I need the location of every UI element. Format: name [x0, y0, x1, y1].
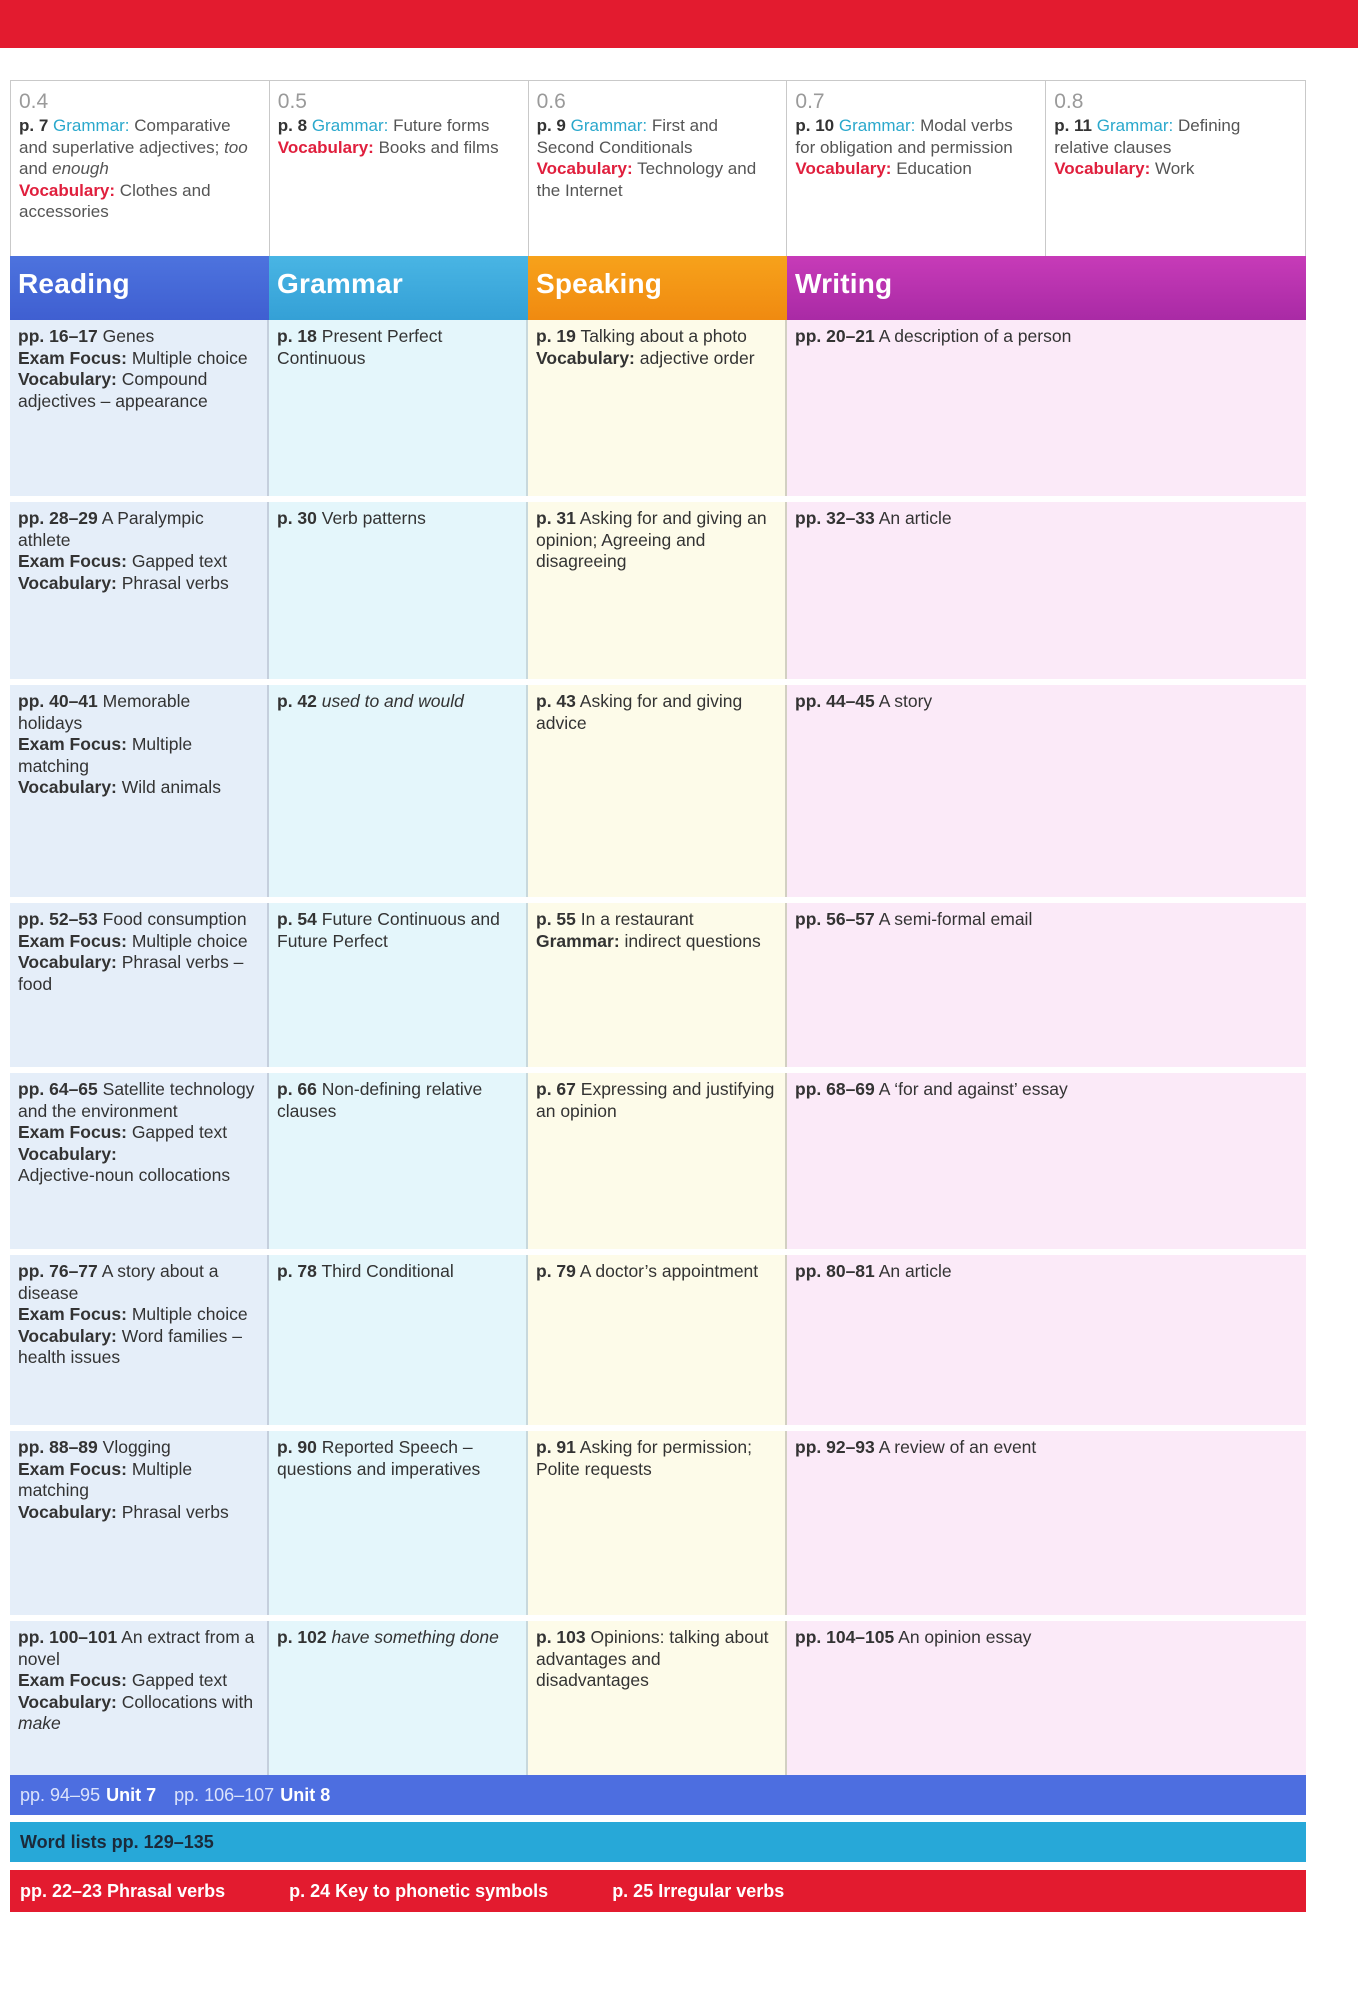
writing-cell	[787, 502, 1306, 679]
vocabulary-topic: Phrasal verbs	[121, 572, 229, 593]
extras-item: p. 24 Key to phonetic symbols	[289, 1880, 549, 1901]
speaking-title: A doctor’s appointment	[579, 1261, 759, 1281]
grammar-cell	[269, 1621, 528, 1777]
grammar-title-italic: have something done	[331, 1627, 499, 1647]
speaking-cell	[528, 502, 787, 679]
reading-cell	[10, 1255, 269, 1425]
vocabulary-topic: adjective order	[639, 347, 755, 368]
grammar-title-italic: used to	[321, 691, 380, 711]
page-ref: p. 90	[277, 1437, 317, 1457]
grammar-title-italic: would	[418, 691, 464, 711]
page-ref: p. 31	[536, 508, 576, 528]
speaking-title: Asking for and giving an opinion; Agreeing and disagreeing	[536, 508, 767, 571]
reading-title: An extract from a novel	[18, 1627, 255, 1669]
vocabulary-topic: Books and films	[378, 137, 499, 157]
grammar-topic: indirect questions	[624, 930, 761, 951]
grammar-topic-connector: and	[19, 159, 48, 178]
page-ref: pp. 104–105	[795, 1627, 895, 1647]
speaking-title: Opinions: talking about advantages and disadvantages	[536, 1627, 769, 1690]
grammar-title-connector: and	[384, 691, 414, 711]
reading-cell	[10, 1073, 269, 1249]
vocabulary-label: Vocabulary:	[795, 159, 892, 178]
vocabulary-label: Vocabulary:	[18, 369, 117, 389]
speaking-cell	[528, 1255, 787, 1425]
page-ref: pp. 68–69	[795, 1079, 875, 1099]
grammar-topic: Defining relative clauses	[1054, 116, 1241, 157]
speaking-title: Asking for permission; Polite requests	[536, 1437, 752, 1479]
grammar-cell	[269, 903, 528, 1067]
reading-cell	[10, 502, 269, 679]
reading-cell	[10, 1621, 269, 1777]
exam-focus-label: Exam Focus:	[18, 1122, 127, 1142]
writing-title: A description of a person	[878, 326, 1072, 346]
page-ref: pp. 80–81	[795, 1261, 875, 1281]
page-ref: p. 10	[795, 116, 835, 135]
vocabulary-topic: Collocations with	[121, 1691, 254, 1712]
extras-item: p. 25 Irregular verbs	[612, 1880, 785, 1901]
grammar-cell	[269, 1255, 528, 1425]
grammar-label: Grammar:	[570, 116, 648, 135]
exam-focus-label: Exam Focus:	[18, 1304, 127, 1324]
vocabulary-label: Vocabulary:	[1054, 159, 1151, 178]
page-ref: p. 18	[277, 326, 317, 346]
writing-title: A ‘for and against’ essay	[878, 1079, 1068, 1099]
page-ref: p. 66	[277, 1079, 317, 1099]
page-ref: pp. 28–29	[18, 508, 98, 528]
grammar-topic: Future forms	[393, 116, 490, 135]
vocabulary-label: Vocabulary:	[19, 180, 116, 200]
page-ref: p. 67	[536, 1079, 576, 1099]
page-ref: p. 79	[536, 1261, 576, 1281]
writing-title: A story	[878, 691, 933, 711]
word-lists-bar	[10, 1822, 1306, 1862]
unit-row-5	[10, 1067, 1306, 1249]
grammar-title: Non-defining relative clauses	[277, 1079, 483, 1121]
grammar-cell	[269, 1073, 528, 1249]
page-ref: pp. 56–57	[795, 909, 875, 929]
speaking-cell	[528, 1073, 787, 1249]
unit-row-2	[10, 496, 1306, 679]
header-writing: Writing	[787, 256, 1306, 320]
vocabulary-label: Vocabulary:	[18, 1691, 117, 1712]
speaking-cell	[528, 1431, 787, 1615]
exam-focus: Multiple choice	[131, 930, 248, 951]
unit-row-8	[10, 1615, 1306, 1777]
grammar-topic: First and Second Conditionals	[536, 116, 718, 157]
reading-title: A story about a disease	[18, 1261, 219, 1303]
writing-title: An opinion essay	[898, 1627, 1032, 1647]
speaking-title: In a restaurant	[580, 909, 694, 929]
exam-focus: Gapped text	[131, 1670, 228, 1690]
writing-cell	[787, 1255, 1306, 1425]
grammar-cell	[269, 685, 528, 897]
exam-focus-label: Exam Focus:	[18, 347, 127, 368]
exam-focus: Multiple matching	[18, 734, 193, 776]
extras-bar	[10, 1870, 1306, 1912]
contents-table	[10, 80, 1306, 1777]
intro-unit-0-7	[787, 81, 1046, 256]
vocabulary-topic: Word families – health issues	[18, 1325, 243, 1367]
grammar-cell	[269, 502, 528, 679]
reading-cell	[10, 1431, 269, 1615]
exam-focus-label: Exam Focus:	[18, 1458, 127, 1479]
intro-unit-0-5	[270, 81, 529, 256]
top-color-bar	[0, 0, 1358, 48]
reading-title: Satellite technology and the environment	[18, 1079, 255, 1121]
unit-row-6	[10, 1249, 1306, 1425]
unit-number: 0.5	[277, 90, 307, 113]
grammar-title: Verb patterns	[321, 508, 426, 528]
writing-cell	[787, 1431, 1306, 1615]
writing-title: An article	[878, 1261, 952, 1281]
revision-pages: pp. 94–95	[20, 1784, 101, 1805]
column-headers	[10, 256, 1306, 320]
page-ref: p. 8	[277, 116, 308, 135]
grammar-title: Reported Speech – questions and imperatives	[277, 1437, 481, 1479]
page-ref: pp. 16–17	[18, 326, 98, 346]
grammar-label: Grammar:	[838, 116, 916, 135]
reading-title: A Paralympic athlete	[18, 508, 204, 550]
vocabulary-label: Vocabulary:	[536, 347, 635, 368]
vocabulary-topic: Adjective-noun collocations	[18, 1165, 231, 1185]
speaking-cell	[528, 903, 787, 1067]
grammar-topic: Modal verbs for obligation and permission	[795, 116, 1013, 157]
grammar-cell	[269, 1431, 528, 1615]
speaking-title: Expressing and justifying an opinion	[536, 1079, 775, 1121]
page-ref: pp. 20–21	[795, 326, 875, 346]
vocabulary-topic: Education	[896, 159, 972, 178]
grammar-topic-italic: too	[224, 137, 248, 157]
intro-unit-0-8	[1046, 81, 1305, 256]
word-lists-label: Word lists pp. 129–135	[20, 1831, 214, 1852]
unit-row-4	[10, 897, 1306, 1067]
vocabulary-topic: Compound adjectives – appearance	[18, 369, 208, 411]
vocabulary-topic: Technology and the Internet	[536, 159, 757, 200]
page-ref: p. 54	[277, 909, 317, 929]
vocabulary-label: Vocabulary:	[18, 1501, 117, 1522]
reading-cell	[10, 320, 269, 496]
vocabulary-topic: Wild animals	[121, 777, 221, 797]
unit-row-1	[10, 320, 1306, 496]
writing-cell	[787, 320, 1306, 496]
header-speaking: Speaking	[528, 256, 787, 320]
reading-cell	[10, 903, 269, 1067]
grammar-topic: Comparative and superlative adjectives;	[19, 116, 231, 157]
page-ref: pp. 40–41	[18, 691, 98, 711]
reading-title: Genes	[102, 326, 155, 346]
speaking-cell	[528, 685, 787, 897]
vocabulary-topic-italic: make	[18, 1713, 61, 1733]
writing-cell	[787, 903, 1306, 1067]
vocabulary-label: Vocabulary:	[536, 159, 633, 178]
page-ref: pp. 64–65	[18, 1079, 98, 1099]
speaking-cell	[528, 320, 787, 496]
exam-focus-label: Exam Focus:	[18, 551, 127, 571]
exam-focus: Multiple matching	[18, 1458, 193, 1500]
page-ref: p. 9	[536, 116, 566, 135]
page-ref: p. 7	[19, 116, 49, 135]
exam-focus-label: Exam Focus:	[18, 1670, 127, 1690]
grammar-topic-italic: enough	[52, 159, 109, 178]
vocabulary-label: Vocabulary:	[18, 952, 117, 972]
reading-title: Vlogging	[102, 1437, 171, 1457]
vocabulary-label: Vocabulary:	[18, 1143, 117, 1164]
revision-bar	[10, 1775, 1306, 1815]
page-ref: p. 42	[277, 691, 317, 711]
revision-unit: Unit 7	[106, 1784, 157, 1805]
intro-units-row	[10, 80, 1306, 256]
page-ref: pp. 76–77	[18, 1261, 98, 1281]
vocabulary-topic: Phrasal verbs	[121, 1501, 229, 1522]
revision-pages: pp. 106–107	[174, 1784, 275, 1805]
vocabulary-topic: Clothes and accessories	[19, 180, 211, 221]
exam-focus: Multiple choice	[131, 347, 248, 368]
exam-focus: Multiple choice	[131, 1304, 248, 1324]
exam-focus-label: Exam Focus:	[18, 734, 127, 754]
grammar-label: Grammar:	[536, 930, 620, 951]
revision-unit: Unit 8	[280, 1784, 331, 1805]
grammar-label: Grammar:	[53, 116, 130, 135]
page-ref: p. 43	[536, 691, 576, 711]
reading-cell	[10, 685, 269, 897]
unit-row-7	[10, 1425, 1306, 1615]
writing-title: A review of an event	[878, 1437, 1037, 1457]
exam-focus-label: Exam Focus:	[18, 930, 127, 951]
page-ref: pp. 44–45	[795, 691, 875, 711]
extras-item: pp. 22–23 Phrasal verbs	[20, 1880, 226, 1901]
page-ref: pp. 100–101	[18, 1627, 118, 1647]
vocabulary-label: Vocabulary:	[18, 1325, 117, 1346]
speaking-cell	[528, 1621, 787, 1777]
unit-number: 0.6	[536, 90, 566, 113]
unit-number: 0.4	[19, 90, 49, 113]
page-ref: p. 102	[277, 1627, 327, 1647]
page-ref: p. 30	[277, 508, 317, 528]
reading-title: Food consumption	[102, 909, 247, 929]
exam-focus: Gapped text	[131, 1122, 228, 1142]
page-ref: pp. 88–89	[18, 1437, 98, 1457]
writing-cell	[787, 1621, 1306, 1777]
vocabulary-label: Vocabulary:	[277, 137, 374, 157]
writing-cell	[787, 685, 1306, 897]
grammar-title: Future Continuous and Future Perfect	[277, 909, 500, 951]
writing-title: A semi-formal email	[878, 909, 1033, 929]
unit-number: 0.8	[1054, 90, 1084, 113]
page-ref: pp. 92–93	[795, 1437, 875, 1457]
vocabulary-topic: Work	[1154, 159, 1195, 178]
intro-unit-0-6	[529, 81, 788, 256]
grammar-title: Present Perfect Continuous	[277, 326, 443, 368]
header-grammar: Grammar	[269, 256, 528, 320]
vocabulary-topic: Phrasal verbs – food	[18, 952, 244, 994]
unit-number: 0.7	[795, 90, 825, 113]
page-ref: p. 78	[277, 1261, 317, 1281]
writing-title: An article	[878, 508, 952, 528]
writing-cell	[787, 1073, 1306, 1249]
reading-title: Memorable holidays	[18, 691, 191, 733]
page-ref: pp. 32–33	[795, 508, 875, 528]
page-ref: p. 55	[536, 909, 576, 929]
page-ref: p. 91	[536, 1437, 576, 1457]
vocabulary-label: Vocabulary:	[18, 777, 117, 797]
intro-unit-0-4	[11, 81, 270, 256]
grammar-label: Grammar:	[311, 116, 389, 135]
exam-focus: Gapped text	[131, 551, 228, 571]
page-ref: p. 19	[536, 326, 576, 346]
header-reading: Reading	[10, 256, 269, 320]
vocabulary-label: Vocabulary:	[18, 572, 117, 593]
grammar-cell	[269, 320, 528, 496]
grammar-label: Grammar:	[1096, 116, 1174, 135]
page-ref: p. 103	[536, 1627, 586, 1647]
unit-row-3	[10, 679, 1306, 897]
page-ref: p. 11	[1054, 116, 1092, 135]
speaking-title: Talking about a photo	[580, 326, 747, 346]
page-ref: pp. 52–53	[18, 909, 98, 929]
speaking-title: Asking for and giving advice	[536, 691, 743, 733]
grammar-title: Third Conditional	[321, 1261, 454, 1281]
